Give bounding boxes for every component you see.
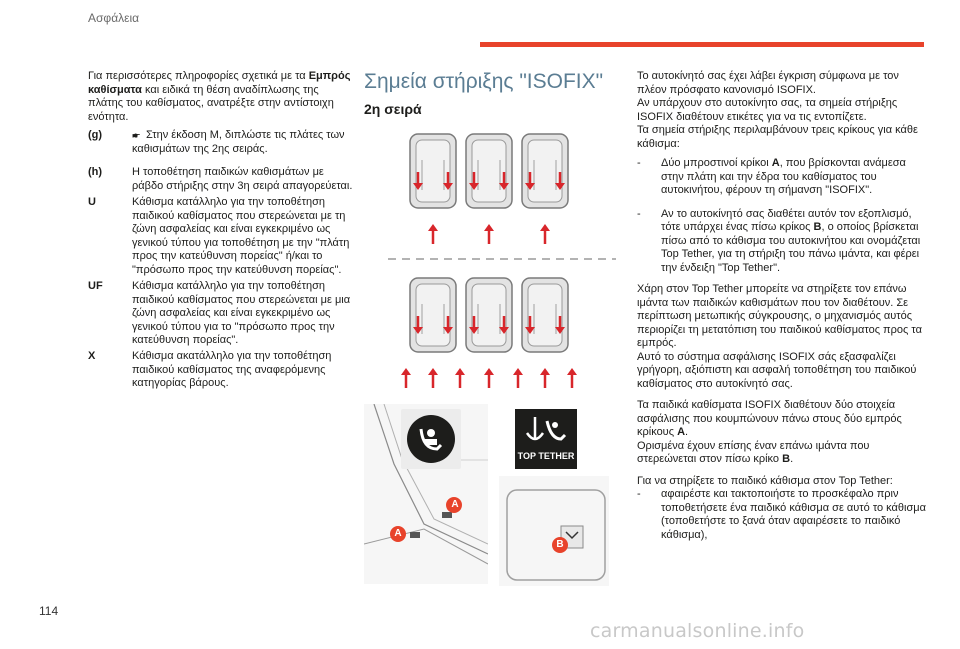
seat-row-top: [410, 134, 568, 244]
page-number: 114: [39, 604, 59, 618]
bullet-remove-headrest: - αφαιρέστε και τακτοποιήστε το προσκέφαλο πριν τοποθετήσετε ένα παιδικό κάθισμα σε αυτό το κάθισμα (τοποθετήστε το ξανά όταν αφαιρέσετε το παιδικό κάθισμα),: [637, 488, 926, 541]
anchor-icon: [515, 409, 577, 451]
paragraph-upper-strap: Ορισμένα έχουν επίσης έναν επάνω ιμάντα που στερεώνεται στον πίσω κρίκο B.: [637, 439, 870, 465]
legend-item-h: [88, 166, 353, 193]
watermark-text: carmanualsonline.info: [590, 620, 805, 642]
section-accent-bar: [480, 42, 924, 47]
legend-item-x: [88, 350, 353, 391]
legend-key: (h): [88, 166, 103, 178]
intro-text-2: και ειδικά τη θέση αναδίπλωσης της πλάτης του καθίσματος, ανατρέξτε στην αντίστοιχη ενότητα.: [88, 83, 334, 123]
bullet-rear-ring: - Αν το αυτοκίνητό σας διαθέτει αυτόν τον εξοπλισμό, τότε υπάρχει ένας πίσω κρίκος B, ο οποίος βρίσκεται πίσω από το κάθισμα του αυτοκινήτου και ονομάζεται Top Tether, για τη στήριξη του πάνω ιμάντα, και φέρει την ένδειξη "Top Tether".: [637, 207, 921, 274]
legend-text: Η τοποθέτηση παιδικών καθισμάτων με ράβδο στήριξης στην 3η σειρά απαγορεύεται.: [132, 166, 353, 192]
top-tether-text: TOP TETHER: [517, 451, 575, 461]
top-tether-badge: [515, 409, 577, 469]
child-seat-icon: [401, 409, 461, 469]
legend-text: Κάθισμα κατάλληλο για την τοποθέτηση παιδικού καθίσματος που στερεώνεται με τη ζώνη ασφαλείας και είναι εγκεκριμένο ως γενικού τύπου για τοποθέτηση με την "πλάτη προς την κατεύθυνση πορείας" ή/και το "πρόσωπο προς την κατεύθυνση πορείας".: [132, 196, 350, 276]
legend-item-uf: [88, 280, 353, 348]
page-title: Σημεία στήριξης "ISOFIX": [364, 70, 604, 93]
legend-key: UF: [88, 280, 103, 292]
paragraph-labels: Αν υπάρχουν στο αυτοκίνητο σας, τα σημεία στήριξης ISOFIX διαθέτουν ετικέτες για να τις εντοπίζετε.: [637, 97, 898, 123]
paragraph-system: Αυτό το σύστημα ασφάλισης ISOFIX σάς εξασφαλίζει γρήγορη, αξιόπιστη και ασφαλή τοποθέτηση του παιδικού καθίσματος στο αυτοκίνητό σας.: [637, 350, 917, 390]
paragraph-approval: Το αυτοκίνητό σας έχει λάβει έγκριση σύμφωνα με τον πλέον πρόσφατο κανονισμό ISOFIX.: [637, 70, 899, 96]
marker-b-label: B: [556, 539, 564, 550]
paragraph-rings: Τα σημεία στήριξης περιλαμβάνουν τρεις κρίκους για κάθε κάθισμα:: [637, 124, 918, 150]
top-tether-illustration: [499, 476, 609, 586]
intro-text-1: Για περισσότερες πληροφορίες σχετικά με τα: [88, 70, 309, 82]
section-subtitle: 2η σειρά: [364, 101, 422, 117]
paragraph-top-tether: Χάρη στον Top Tether μπορείτε να στηρίξετε τον επάνω ιμάντα των παιδικών καθισμάτων που τον διαθέτουν. Σε περίπτωση μετωπικής σύγκρουσης, ο μηχανισμός αυτός περιορίζει τη μετατόπιση του παιδικού καθίσματος προς τα εμπρός.: [637, 283, 922, 349]
intro-bold-link: Εμπρός καθίσματα: [88, 70, 351, 96]
legend-text: Κάθισμα κατάλληλο για την τοποθέτηση παιδικού καθίσματος που στερεώνεται με μια ζώνη ασφαλείας και είναι εγκεκριμένο ως γενικού τύπου για το "πρόσωπο προς την κατεύθυνση πορείας".: [132, 280, 351, 346]
intro-paragraph: [88, 70, 353, 124]
legend-text: 🖝 Στην έκδοση M, διπλώστε τις πλάτες των καθισμάτων της 2ης σειράς.: [132, 129, 345, 155]
marker-a-label-lower: A: [394, 528, 402, 539]
legend-text: Κάθισμα ακατάλληλο για την τοποθέτηση παιδικού καθίσματος της αναφερόμενης κατηγορίας βάρους.: [132, 350, 332, 389]
legend-item-u: [88, 196, 353, 277]
paragraph-instructions: Για να στηρίξετε το παιδικό κάθισμα στον Top Tether:: [637, 474, 893, 487]
paragraph-isofix-seats: Τα παιδικά καθίσματα ISOFIX διαθέτουν δύο στοιχεία ασφάλισης που κουμπώνουν πάνω στους δύο εμπρός κρίκους A.: [637, 399, 902, 438]
marker-a-label-upper: A: [451, 499, 459, 510]
seat-row-bottom: [401, 278, 577, 388]
legend-item-g: [88, 129, 353, 156]
footnote-icon: 🖝: [132, 129, 141, 141]
right-text-column: [637, 70, 927, 542]
isofix-label-badge: [401, 409, 461, 469]
seat-diagram: [388, 124, 616, 396]
legend-key: X: [88, 350, 96, 362]
legend-key: U: [88, 196, 96, 208]
section-title: Ασφάλεια: [88, 11, 140, 25]
bullet-front-rings: - Δύο μπροστινοί κρίκοι A, που βρίσκονται ανάμεσα στην πλάτη και την έδρα του καθίσματος του αυτοκινήτου, φέρουν τη σήμανση "ISOFIX".: [637, 157, 906, 196]
legend-key: (g): [88, 129, 103, 141]
